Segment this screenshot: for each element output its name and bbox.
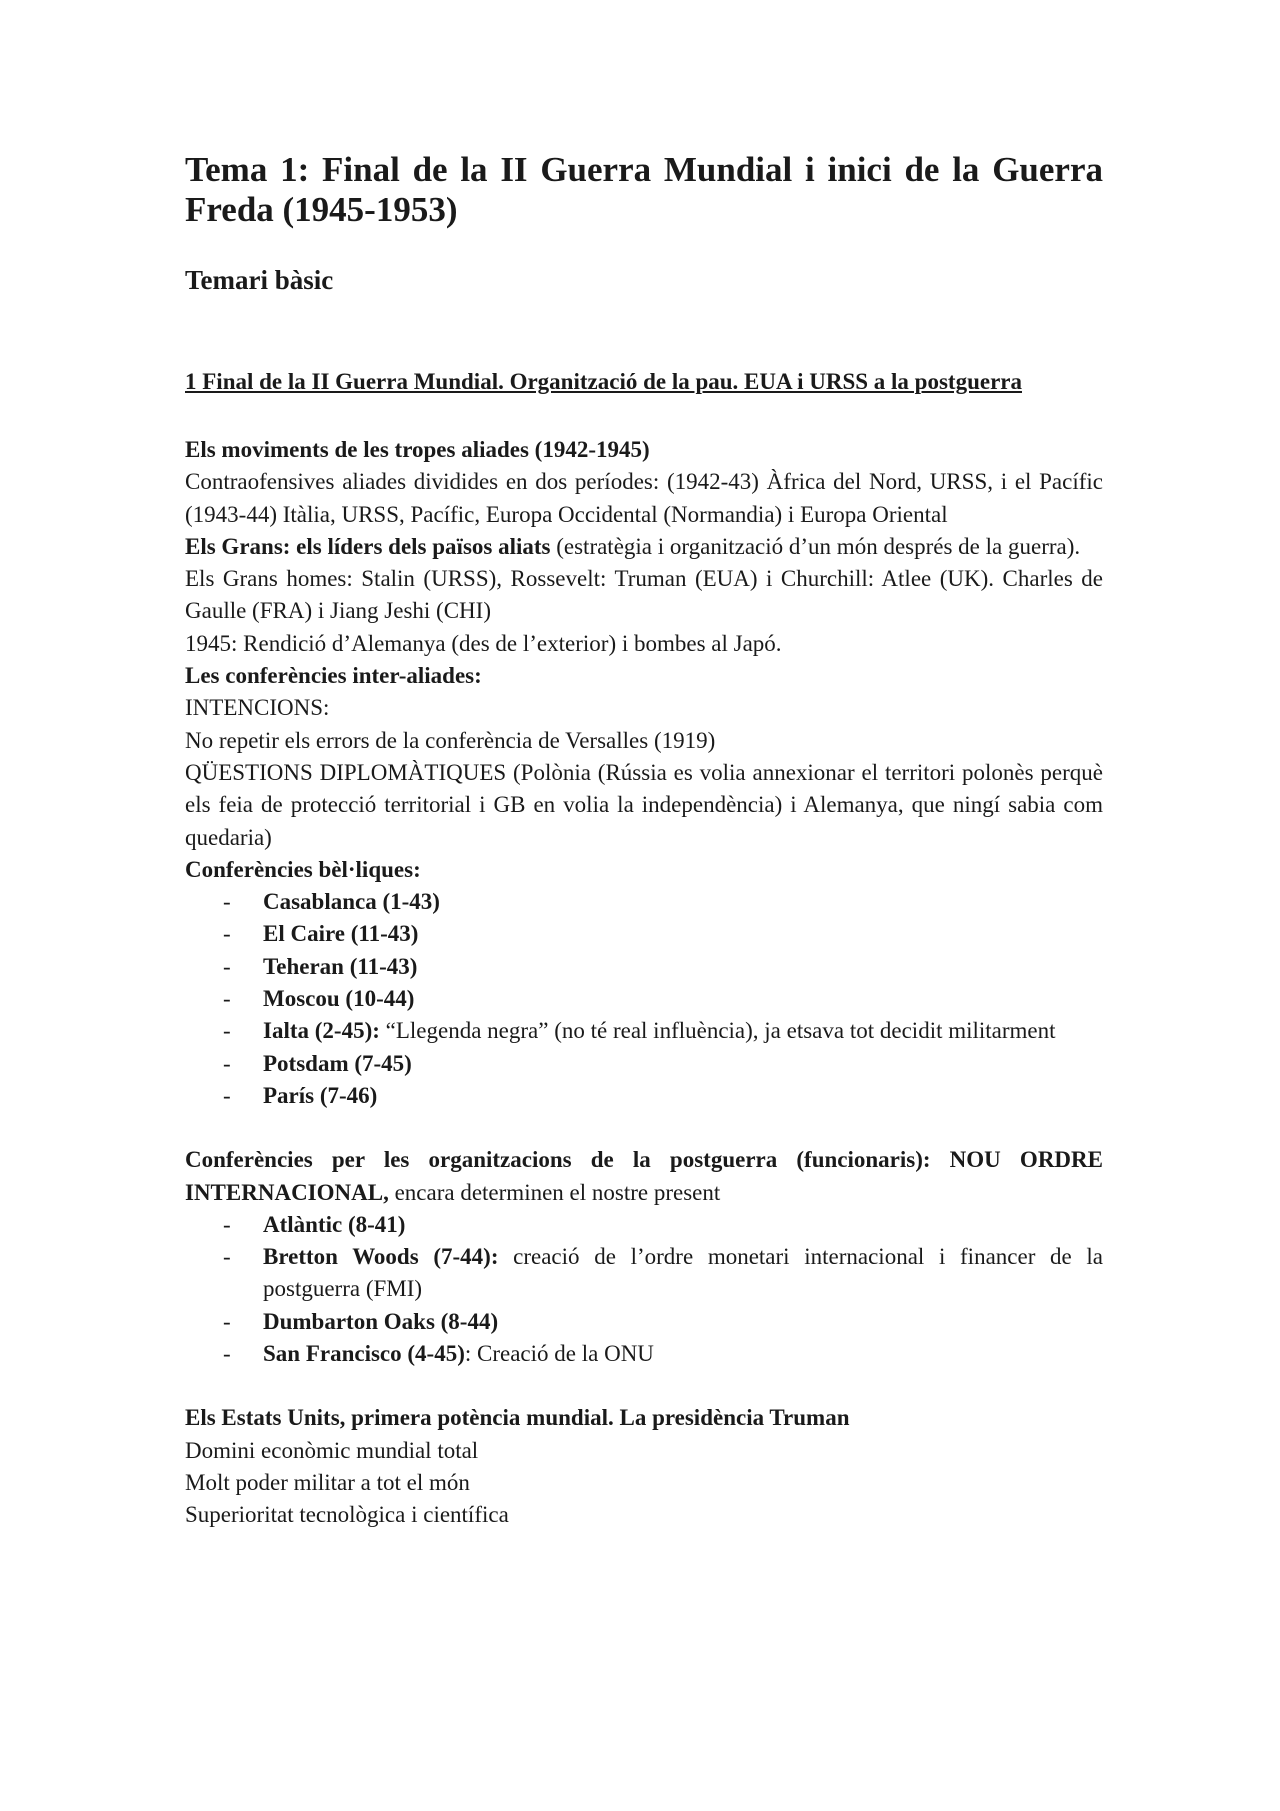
conferencies-heading: Les conferències inter-aliades: <box>185 663 482 689</box>
versalles-text: No repetir els errors de la conferència de Versalles (1919) <box>185 727 716 753</box>
list-item-text: “Llegenda negra” (no té real influència), ja etsava tot decidit militarment <box>379 1018 1056 1044</box>
list-item <box>263 1209 1103 1241</box>
grans-paragraph <box>185 531 1103 563</box>
grans-heading: Els Grans: els líders dels països aliats <box>185 533 551 559</box>
eua-heading: Els Estats Units, primera potència mundial. La presidència Truman <box>185 1405 850 1431</box>
list-item-label: Atlàntic (8-41) <box>263 1211 406 1237</box>
document-subtitle: Temari bàsic <box>185 265 334 295</box>
belliques-list <box>185 886 1103 1112</box>
moviments-text: Contraofensives aliades dividides en dos períodes: (1942-43) Àfrica del Nord, URSS, i el Pacífic (1943-44) Itàlia, URSS, Pacífic, Europa Occidental (Normandia) i Europa Oriental <box>185 469 1103 527</box>
list-item-label: Ialta (2-45): <box>263 1018 380 1044</box>
list-item <box>263 1241 1103 1306</box>
grans-text: (estratègia i organització d’un món després de la guerra). <box>550 533 1081 559</box>
moviments-heading: Els moviments de les tropes aliades (1942-1945) <box>185 437 650 462</box>
postguerra-list <box>185 1209 1103 1370</box>
rendicio-text: 1945: Rendició d’Alemanya (des de l’exterior) i bombes al Japó. <box>185 630 782 656</box>
list-item-label: Potsdam (7-45) <box>263 1050 412 1076</box>
list-item-text: : Creació de la ONU <box>464 1341 654 1367</box>
list-item <box>263 1080 1103 1112</box>
belliques-heading: Conferències bèl·liques: <box>185 856 421 882</box>
list-item-label: Moscou (10-44) <box>263 986 415 1012</box>
eua-line: Superioritat tecnològica i científica <box>185 1502 509 1528</box>
section-body <box>185 434 1103 1532</box>
postguerra-text: encara determinen el nostre present <box>388 1179 721 1205</box>
list-item <box>263 951 1103 983</box>
document-page <box>185 150 1103 1532</box>
list-item <box>263 918 1103 950</box>
section-heading: 1 Final de la II Guerra Mundial. Organització de la pau. EUA i URSS a la postguerra <box>185 369 1022 394</box>
list-item-label: El Caire (11-43) <box>263 921 419 947</box>
list-item <box>263 1306 1103 1338</box>
list-item <box>263 1048 1103 1080</box>
spacer <box>185 1370 1103 1402</box>
list-item <box>263 886 1103 918</box>
grans-homes: Els Grans homes: Stalin (URSS), Rossevelt: Truman (EUA) i Churchill: Atlee (UK). Charles de Gaulle (FRA) i Jiang Jeshi (CHI) <box>185 566 1103 624</box>
list-item-label: Bretton Woods (7-44): <box>263 1244 499 1270</box>
list-item <box>263 1015 1103 1047</box>
list-item-text: creació de l’ordre monetari internacional i financer de la postguerra (FMI) <box>263 1244 1103 1302</box>
list-item-label: Dumbarton Oaks (8-44) <box>263 1308 499 1334</box>
list-item <box>263 983 1103 1015</box>
eua-line: Domini econòmic mundial total <box>185 1437 479 1463</box>
list-item <box>263 1338 1103 1370</box>
list-item-label: Teheran (11-43) <box>263 953 418 979</box>
list-item-label: San Francisco (4-45) <box>263 1341 465 1367</box>
postguerra-heading: Conferències per les organitzacions de la postguerra (funcionaris): NOU ORDRE INTERNACIONAL, <box>185 1147 1103 1205</box>
list-item-label: Casablanca (1-43) <box>263 889 440 915</box>
list-item-label: París (7-46) <box>263 1082 378 1108</box>
document-title: Tema 1: Final de la II Guerra Mundial i inici de la Guerra Freda (1945-1953) <box>185 150 1103 229</box>
intencions-label: INTENCIONS: <box>185 695 330 721</box>
spacer <box>185 1112 1103 1144</box>
questions-text: QÜESTIONS DIPLOMÀTIQUES (Polònia (Rússia es volia annexionar el territori polonès perquè els feia de protecció territorial i GB en volia la independència) i Alemanya, que ningí sabia com quedaria) <box>185 759 1103 850</box>
eua-line: Molt poder militar a tot el món <box>185 1469 470 1495</box>
postguerra-paragraph <box>185 1144 1103 1209</box>
